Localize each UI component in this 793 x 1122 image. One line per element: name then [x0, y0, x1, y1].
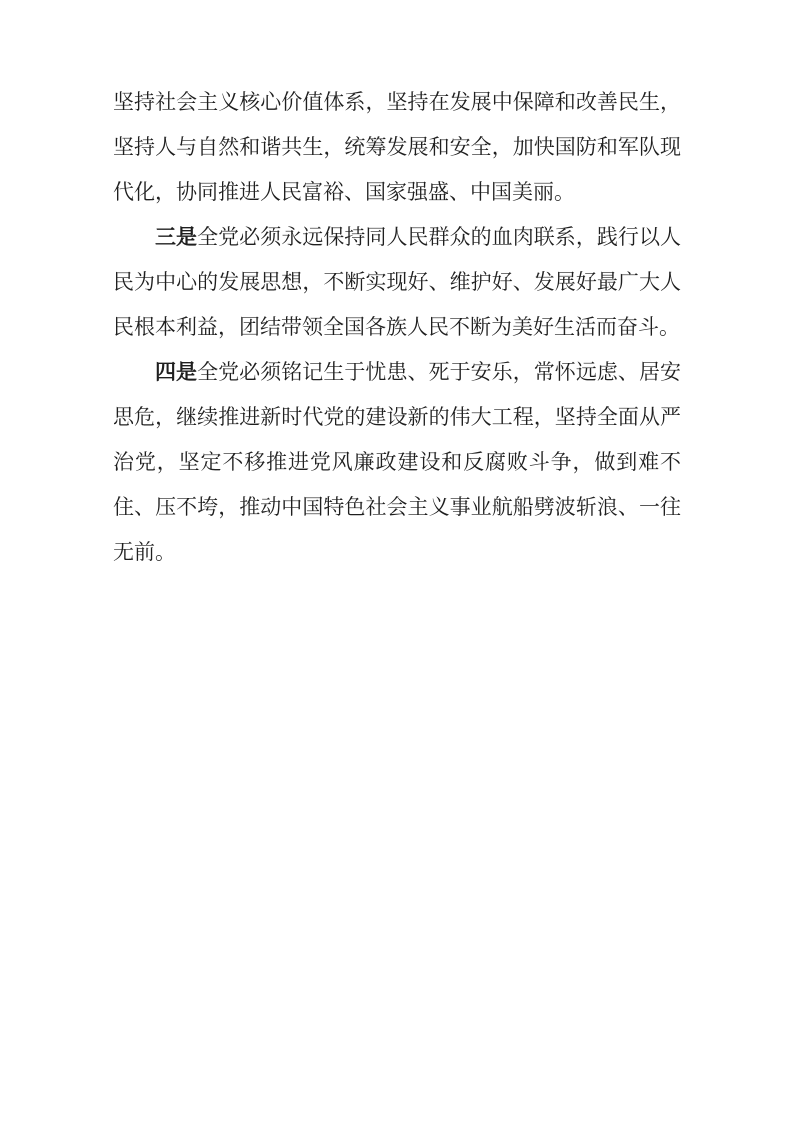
paragraph-text: 全党必须铭记生于忧患、死于安乐，常怀远虑、居安思危，继续推进新时代党的建设新的伟大工程，坚持全面从严治党，坚定不移推进党风廉政建设和反腐败斗争，做到难不住、压不垮，推动中国特色社会主义事业航船劈波斩浪、一往无前。	[113, 360, 682, 564]
paragraph-item-three	[113, 215, 681, 350]
paragraph-text: 坚持社会主义核心价值体系，坚持在发展中保障和改善民生，坚持人与自然和谐共生，统筹发展和安全，加快国防和军队现代化，协同推进人民富裕、国家强盛、中国美丽。	[113, 90, 681, 204]
paragraph-text: 全党必须永远保持同人民群众的血肉联系，践行以人民为中心的发展思想，不断实现好、维护好、发展好最广大人民根本利益，团结带领全国各族人民不断为美好生活而奋斗。	[113, 225, 682, 339]
paragraph-lead-bold: 三是	[155, 225, 198, 249]
paragraph-lead-bold: 四是	[155, 360, 198, 384]
paragraph-continuation	[113, 80, 681, 215]
document-text-block	[113, 80, 681, 575]
paragraph-item-four	[113, 350, 681, 575]
